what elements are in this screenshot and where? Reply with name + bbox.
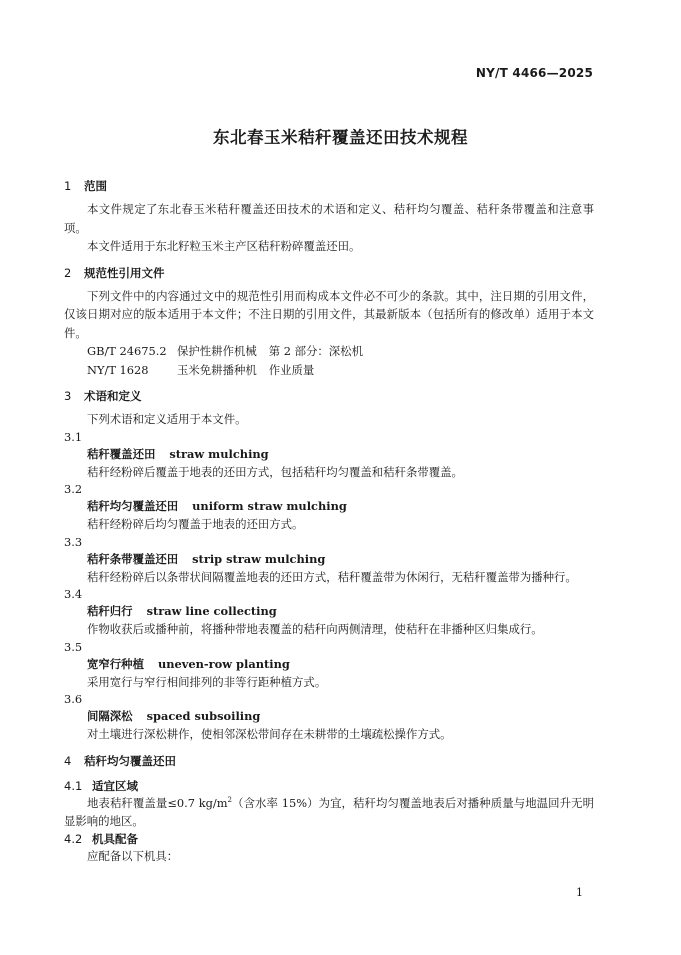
term-entry (64, 551, 594, 568)
term-zh: 秸秆覆盖还田 (87, 446, 156, 461)
term-entry (64, 656, 594, 673)
section-heading-scope (64, 178, 594, 194)
term-en: strip straw mulching (192, 551, 326, 566)
subsection-number: 4.2 (64, 831, 83, 846)
section-number: 2 (64, 265, 72, 280)
reference-code: NY/T 1628 (87, 362, 149, 377)
clause-number: 3.5 (64, 639, 83, 654)
section-heading-terms (64, 388, 594, 404)
term-definition: 对土壤进行深松耕作，使相邻深松带间存在未耕带的土壤疏松操作方式。 (87, 727, 452, 741)
paragraph: 本文件适用于东北籽粒玉米主产区秸秆粉碎覆盖还田。 (87, 239, 361, 253)
reference-item (64, 361, 594, 380)
subsection-heading-machinery (64, 831, 594, 847)
paragraph: 应配备以下机具： (87, 848, 179, 863)
clause-number: 3.6 (64, 692, 83, 706)
term-en: spaced subsoiling (146, 709, 261, 723)
section-title: 规范性引用文件 (84, 265, 165, 280)
section-number: 1 (64, 179, 72, 193)
clause-number: 3.3 (64, 534, 83, 549)
standard-number: NY/T 4466—2025 (475, 66, 593, 80)
section-heading-uniform-mulching (64, 753, 594, 769)
reference-code: GB/T 24675.2 (87, 344, 167, 358)
reference-part: 作业质量 (268, 362, 315, 377)
term-zh: 秸秆均匀覆盖还田 (87, 499, 179, 513)
subsection-title: 适宜区域 (92, 778, 138, 793)
paragraph (64, 794, 594, 831)
term-definition: 秸秆经粉碎后覆盖于地表的还田方式，包括秸秆均匀覆盖和秸秆条带覆盖。 (87, 464, 463, 479)
term-zh: 秸秆条带覆盖还田 (87, 551, 179, 566)
paragraph: 下列文件中的内容通过文中的规范性引用而构成本文件必不可少的条款。其中，注日期的引用文件，仅该日期对应的版本适用于本文件；不注日期的引用文件，其最新版本（包括所有的修改单）适用于本文件。 (64, 288, 594, 340)
term-en: uneven-row planting (157, 656, 290, 671)
section-title: 范围 (84, 179, 107, 193)
section-title: 术语和定义 (84, 389, 142, 403)
reference-part: 第 2 部分：深松机 (268, 344, 363, 358)
term-entry (64, 498, 594, 515)
subsection-title: 机具配备 (92, 831, 138, 846)
term-entry (64, 603, 594, 620)
paragraph: 下列术语和定义适用于本文件。 (87, 412, 247, 426)
section-title: 秸秆均匀覆盖还田 (84, 753, 176, 768)
section-heading-normative-references (64, 265, 594, 281)
clause-number: 3.4 (64, 587, 83, 601)
page-number: 1 (576, 886, 583, 899)
term-en: uniform straw mulching (192, 499, 347, 513)
term-entry (64, 446, 594, 463)
term-zh: 宽窄行种植 (87, 656, 144, 671)
document-body (64, 178, 594, 865)
paragraph-text: （含水率 15%）为宜，秸秆均匀覆盖地表后对播种质量与地温回升无明显影响的地区。 (64, 795, 594, 828)
term-definition: 采用宽行与窄行相间排列的非等行距种植方式。 (87, 674, 327, 689)
reference-name: 保护性耕作机械 (177, 344, 257, 358)
section-number: 4 (64, 753, 72, 768)
reference-item (64, 342, 594, 361)
term-en: straw mulching (169, 446, 269, 461)
term-entry (64, 708, 594, 725)
paragraph-text: 地表秸秆覆盖量≤0.7 kg/m (87, 795, 228, 810)
term-zh: 秸秆归行 (87, 604, 133, 618)
clause-number: 3.1 (64, 429, 83, 444)
section-number: 3 (64, 389, 72, 403)
subsection-heading-suitable-area (64, 778, 594, 794)
term-definition: 秸秆经粉碎后均匀覆盖于地表的还田方式。 (87, 517, 304, 531)
term-en: straw line collecting (146, 604, 277, 618)
document-title: 东北春玉米秸秆覆盖还田技术规程 (213, 128, 468, 147)
term-definition: 秸秆经粉碎后以条带状间隔覆盖地表的还田方式，秸秆覆盖带为休闲行，无秸秆覆盖带为播种行。 (87, 569, 577, 584)
subsection-number: 4.1 (64, 778, 83, 793)
paragraph: 本文件规定了东北春玉米秸秆覆盖还田技术的术语和定义、秸秆均匀覆盖、秸秆条带覆盖和注意事项。 (64, 202, 594, 235)
term-zh: 间隔深松 (87, 709, 133, 723)
term-definition: 作物收获后或播种前，将播种带地表覆盖的秸秆向两侧清理，使秸秆在非播种区归集成行。 (87, 622, 543, 636)
reference-name: 玉米免耕播种机 (177, 362, 257, 377)
superscript: 2 (227, 795, 233, 804)
clause-number: 3.2 (64, 482, 83, 496)
